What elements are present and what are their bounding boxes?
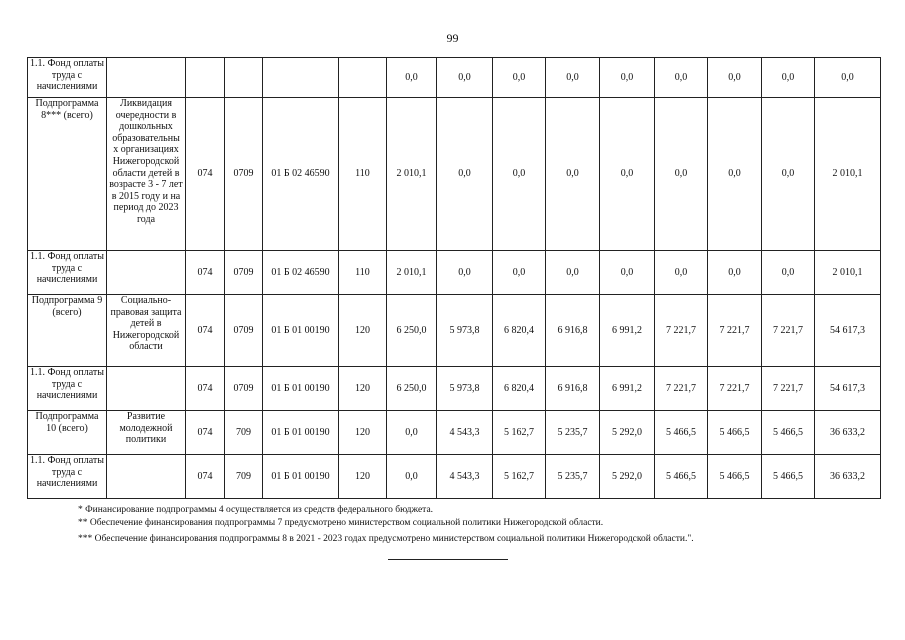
- year-value-cell: 6 916,8: [546, 367, 600, 411]
- budget-table: [27, 57, 881, 499]
- year-value-cell: 5 973,8: [437, 295, 493, 367]
- expense-type-cell: [339, 58, 387, 98]
- year-value-cell: 2 010,1: [387, 98, 437, 251]
- year-value-cell: 4 543,3: [437, 411, 493, 455]
- year-value-cell: 6 820,4: [493, 367, 546, 411]
- year-value-cell: 6 991,2: [600, 295, 655, 367]
- year-value-cell: 5 466,5: [655, 455, 708, 499]
- section-code-cell: 709: [225, 455, 263, 499]
- year-value-cell: 7 221,7: [762, 295, 815, 367]
- year-value-cell: 0,0: [493, 58, 546, 98]
- year-value-cell: 0,0: [387, 58, 437, 98]
- program-title-cell: Социально-правовая защита детей в Нижегородской области: [107, 295, 186, 367]
- target-article-cell: [263, 58, 339, 98]
- year-value-cell: 0,0: [493, 98, 546, 251]
- year-value-cell: 0,0: [762, 98, 815, 251]
- year-value-cell: 5 466,5: [655, 411, 708, 455]
- row-name-cell: 1.1. Фонд оплаты труда с начислениями: [28, 367, 107, 411]
- year-value-cell: 5 466,5: [762, 455, 815, 499]
- year-value-cell: 0,0: [655, 251, 708, 295]
- year-value-cell: 5 235,7: [546, 411, 600, 455]
- year-value-cell: 0,0: [600, 98, 655, 251]
- year-value-cell: 5 466,5: [708, 455, 762, 499]
- expense-type-cell: 120: [339, 295, 387, 367]
- year-value-cell: 0,0: [655, 98, 708, 251]
- year-value-cell: 0,0: [437, 98, 493, 251]
- year-value-cell: 4 543,3: [437, 455, 493, 499]
- footnotes: [78, 504, 694, 546]
- target-article-cell: 01 Б 01 00190: [263, 411, 339, 455]
- year-value-cell: 0,0: [546, 251, 600, 295]
- target-article-cell: 01 Б 02 46590: [263, 98, 339, 251]
- year-value-cell: 0,0: [600, 251, 655, 295]
- year-value-cell: 7 221,7: [762, 367, 815, 411]
- section-code-cell: 709: [225, 411, 263, 455]
- target-article-cell: 01 Б 01 00190: [263, 295, 339, 367]
- year-value-cell: 6 991,2: [600, 367, 655, 411]
- year-value-cell: 5 162,7: [493, 411, 546, 455]
- grbs-code-cell: [186, 58, 225, 98]
- footnote: *** Обеспечение финансирования подпрограммы 8 в 2021 - 2023 годах предусмотрено министерством социальной политики Нижегородской области.".: [78, 534, 694, 544]
- expense-type-cell: 120: [339, 367, 387, 411]
- year-value-cell: 0,0: [708, 58, 762, 98]
- year-value-cell: 5 292,0: [600, 455, 655, 499]
- separator-line: [388, 559, 508, 560]
- year-value-cell: 5 292,0: [600, 411, 655, 455]
- year-value-cell: 2 010,1: [387, 251, 437, 295]
- program-title-cell: [107, 455, 186, 499]
- footnote: ** Обеспечение финансирования подпрограммы 7 предусмотрено министерством социальной политики Нижегородской области.: [78, 518, 604, 528]
- total-value-cell: 0,0: [815, 58, 881, 98]
- row-name-cell: Подпрограмма 8*** (всего): [28, 98, 107, 251]
- year-value-cell: 0,0: [762, 251, 815, 295]
- year-value-cell: 0,0: [600, 58, 655, 98]
- program-title-cell: [107, 251, 186, 295]
- section-code-cell: [225, 58, 263, 98]
- section-code-cell: 0709: [225, 98, 263, 251]
- year-value-cell: 6 250,0: [387, 295, 437, 367]
- target-article-cell: 01 Б 01 00190: [263, 367, 339, 411]
- program-title-cell: Развитие молодежной политики: [107, 411, 186, 455]
- row-name-cell: 1.1. Фонд оплаты труда с начислениями: [28, 455, 107, 499]
- grbs-code-cell: 074: [186, 98, 225, 251]
- row-name-cell: 1.1. Фонд оплаты труда с начислениями: [28, 58, 107, 98]
- total-value-cell: 36 633,2: [815, 411, 881, 455]
- table-row: [28, 411, 881, 455]
- year-value-cell: 6 820,4: [493, 295, 546, 367]
- year-value-cell: 5 466,5: [762, 411, 815, 455]
- year-value-cell: 0,0: [493, 251, 546, 295]
- year-value-cell: 7 221,7: [655, 367, 708, 411]
- total-value-cell: 2 010,1: [815, 98, 881, 251]
- row-name-cell: Подпрограмма 10 (всего): [28, 411, 107, 455]
- year-value-cell: 0,0: [437, 58, 493, 98]
- total-value-cell: 54 617,3: [815, 295, 881, 367]
- table-row: [28, 295, 881, 367]
- expense-type-cell: 120: [339, 411, 387, 455]
- year-value-cell: 7 221,7: [655, 295, 708, 367]
- table-row: [28, 251, 881, 295]
- grbs-code-cell: 074: [186, 367, 225, 411]
- total-value-cell: 2 010,1: [815, 251, 881, 295]
- year-value-cell: 7 221,7: [708, 367, 762, 411]
- grbs-code-cell: 074: [186, 251, 225, 295]
- year-value-cell: 0,0: [546, 58, 600, 98]
- expense-type-cell: 110: [339, 98, 387, 251]
- year-value-cell: 0,0: [655, 58, 708, 98]
- year-value-cell: 5 235,7: [546, 455, 600, 499]
- program-title-cell: [107, 58, 186, 98]
- year-value-cell: 0,0: [387, 411, 437, 455]
- expense-type-cell: 110: [339, 251, 387, 295]
- year-value-cell: 0,0: [437, 251, 493, 295]
- year-value-cell: 6 916,8: [546, 295, 600, 367]
- row-name-cell: 1.1. Фонд оплаты труда с начислениями: [28, 251, 107, 295]
- year-value-cell: 5 466,5: [708, 411, 762, 455]
- year-value-cell: 6 250,0: [387, 367, 437, 411]
- total-value-cell: 54 617,3: [815, 367, 881, 411]
- target-article-cell: 01 Б 02 46590: [263, 251, 339, 295]
- program-title-cell: Ликвидация очередности в дошкольных образовательны х организациях Нижегородской области детей в возрасте 3 - 7 лет в 2015 году и на период до 2023 года: [107, 98, 186, 251]
- table-row: [28, 455, 881, 499]
- section-code-cell: 0709: [225, 367, 263, 411]
- footnote: * Финансирование подпрограммы 4 осуществляется из средств федерального бюджета.: [78, 505, 434, 515]
- year-value-cell: 5 973,8: [437, 367, 493, 411]
- year-value-cell: 0,0: [387, 455, 437, 499]
- table-row: [28, 98, 881, 251]
- year-value-cell: 0,0: [708, 251, 762, 295]
- grbs-code-cell: 074: [186, 411, 225, 455]
- row-name-cell: Подпрограмма 9 (всего): [28, 295, 107, 367]
- page-number: 99: [446, 31, 459, 45]
- year-value-cell: 5 162,7: [493, 455, 546, 499]
- total-value-cell: 36 633,2: [815, 455, 881, 499]
- program-title-cell: [107, 367, 186, 411]
- section-code-cell: 0709: [225, 295, 263, 367]
- expense-type-cell: 120: [339, 455, 387, 499]
- target-article-cell: 01 Б 01 00190: [263, 455, 339, 499]
- section-code-cell: 0709: [225, 251, 263, 295]
- grbs-code-cell: 074: [186, 295, 225, 367]
- year-value-cell: 0,0: [546, 98, 600, 251]
- table-row: [28, 58, 881, 98]
- table-row: [28, 367, 881, 411]
- grbs-code-cell: 074: [186, 455, 225, 499]
- year-value-cell: 0,0: [708, 98, 762, 251]
- year-value-cell: 0,0: [762, 58, 815, 98]
- year-value-cell: 7 221,7: [708, 295, 762, 367]
